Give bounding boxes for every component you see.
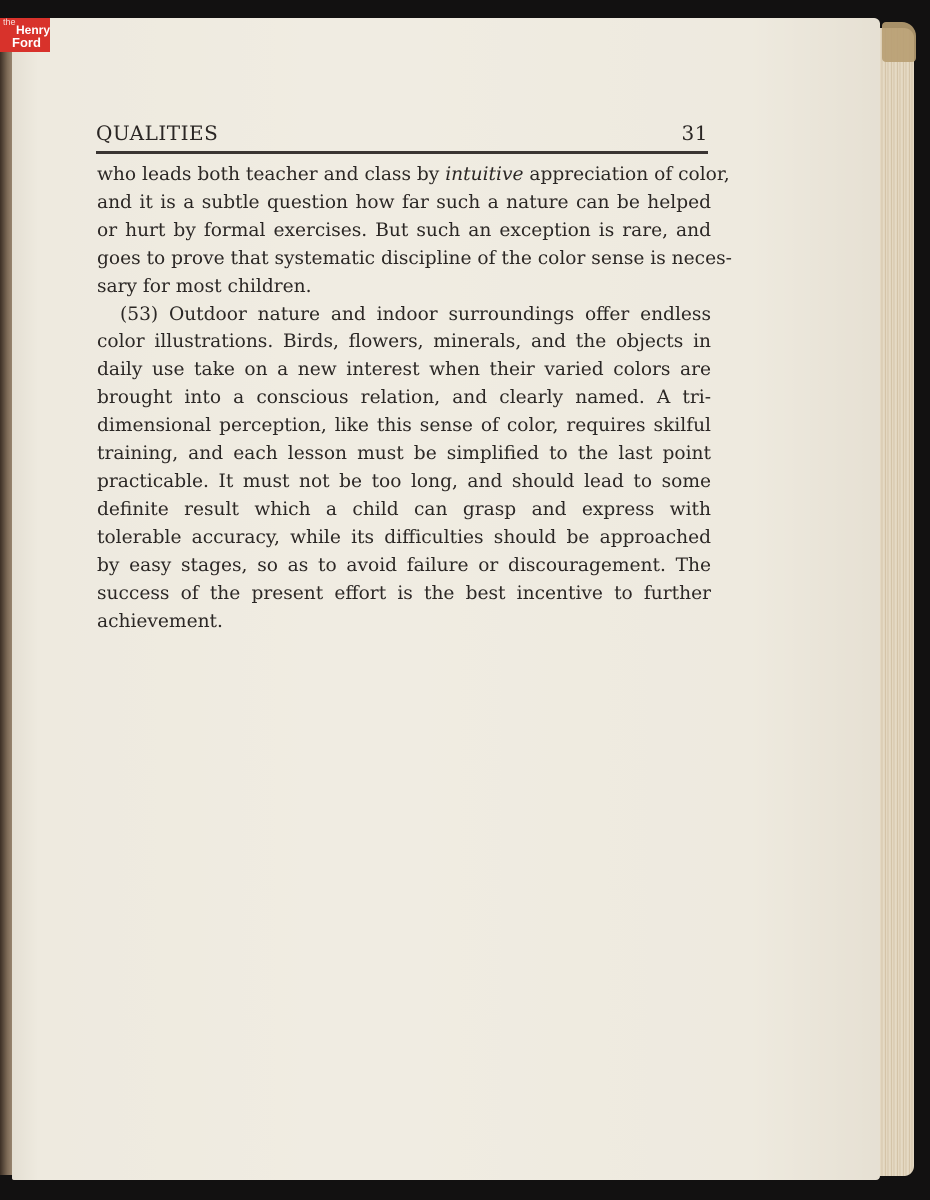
text-segment: who leads both teacher and class by — [97, 164, 446, 185]
text-line: and it is a subtle question how far such a nature can be helped — [97, 191, 711, 213]
logo-the: the — [3, 17, 16, 27]
text-line: (53) Outdoor nature and indoor surroundings offer endless — [120, 303, 711, 325]
text-line: sary for most children. — [97, 275, 312, 297]
header-title: QUALITIES — [96, 121, 219, 145]
text-line: success of the present effort is the best incentive to further — [97, 582, 711, 604]
henry-ford-logo — [0, 18, 50, 52]
text-line: by easy stages, so as to avoid failure or discouragement. The — [97, 554, 711, 576]
text-line: brought into a conscious relation, and clearly named. A tri- — [97, 387, 711, 409]
header-rule — [96, 151, 708, 154]
text-line: definite result which a child can grasp and express with — [97, 498, 711, 520]
italic-word: intuitive — [445, 164, 524, 185]
cover-corner — [882, 22, 916, 62]
text-line: dimensional perception, like this sense of color, requires skilful — [97, 415, 711, 437]
text-segment: appreciation of color, — [523, 164, 730, 185]
text-line: practicable. It must not be too long, and should lead to some — [97, 470, 711, 492]
body-text — [97, 161, 732, 635]
logo-ford: Ford — [12, 35, 41, 50]
text-line: training, and each lesson must be simplified to the last point — [97, 443, 711, 465]
text-line: color illustrations. Birds, flowers, minerals, and the objects in — [97, 331, 711, 353]
text-line: goes to prove that systematic discipline of the color sense is neces- — [97, 247, 732, 269]
page-number: 31 — [681, 121, 708, 145]
text-line: daily use take on a new interest when their varied colors are — [97, 359, 711, 381]
running-head — [96, 117, 708, 147]
text-line: achievement. — [97, 610, 223, 632]
text-line: tolerable accuracy, while its difficulties should be approached — [97, 526, 711, 548]
logo-henry: Henry — [16, 23, 51, 37]
text-line: or hurt by formal exercises. But such an exception is rare, and — [97, 219, 711, 241]
text-line — [97, 161, 730, 189]
